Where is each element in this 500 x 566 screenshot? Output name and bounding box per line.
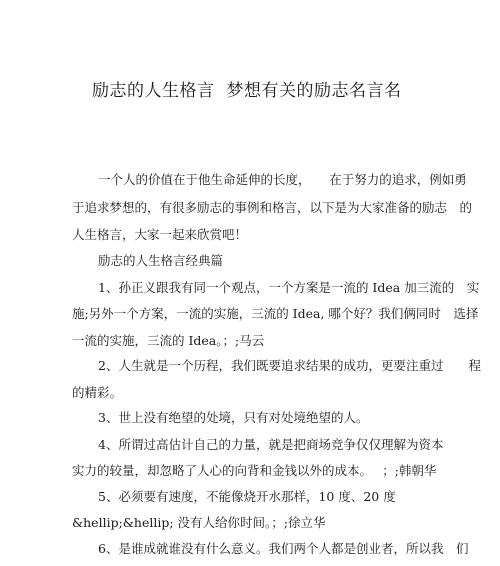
quote-5-line-2: &hellip;&hellip; 没有人给你时间。；;徐立华 bbox=[72, 515, 326, 530]
quote-6-line-1: 6、是谁成就谁没有什么意义。我们两个人都是创业者，所以我 们 bbox=[98, 541, 469, 556]
title-part-1: 励志的人生格言 bbox=[92, 81, 215, 101]
quote-1-line-1: 1、孙正义跟我有同一个观点，一个方案是一流的 Idea 加三流的 实 bbox=[98, 280, 480, 295]
paragraph-line-2: 于追求梦想的，有很多励志的事例和格言，以下是为大家准备的励志 的 bbox=[72, 200, 473, 215]
quote-4-line-2: 实力的较量，却忽略了人心的向背和金钱以外的成本。 ；;韩朝华 bbox=[72, 463, 437, 478]
quote-2-line-2: 的精彩。 bbox=[72, 385, 123, 400]
document-title bbox=[92, 76, 402, 101]
quote-1-line-2: 施;另外一个方案，一流的实施，三流的 Idea, 哪个好？我们俩同时 选择 bbox=[72, 306, 479, 321]
quote-3-line-1: 3、世上没有绝望的处境，只有对处境绝望的人。 bbox=[98, 410, 369, 425]
quote-5-line-1: 5、必须要有速度，不能像烧开水那样，10 度、20 度 bbox=[98, 489, 396, 504]
quote-2-line-1: 2、人生就是一个历程，我们既要追求结果的成功，更要注重过 程 bbox=[98, 358, 481, 373]
quote-4-line-1: 4、所谓过高估计自己的力量，就是把商场竞争仅仅理解为资本 bbox=[98, 437, 444, 452]
section-heading: 励志的人生格言经典篇 bbox=[98, 253, 224, 268]
title-part-2: 梦想有关的励志名言名 bbox=[226, 81, 402, 101]
paragraph-line-1: 一个人的价值在于他生命延伸的长度， 在于努力的追求，例如勇 bbox=[98, 172, 467, 187]
paragraph-line-3: 人生格言，大家一起来欣赏吧！ bbox=[72, 227, 248, 242]
quote-1-line-3: 一流的实施，三流的 Idea。；;马云 bbox=[72, 333, 265, 348]
